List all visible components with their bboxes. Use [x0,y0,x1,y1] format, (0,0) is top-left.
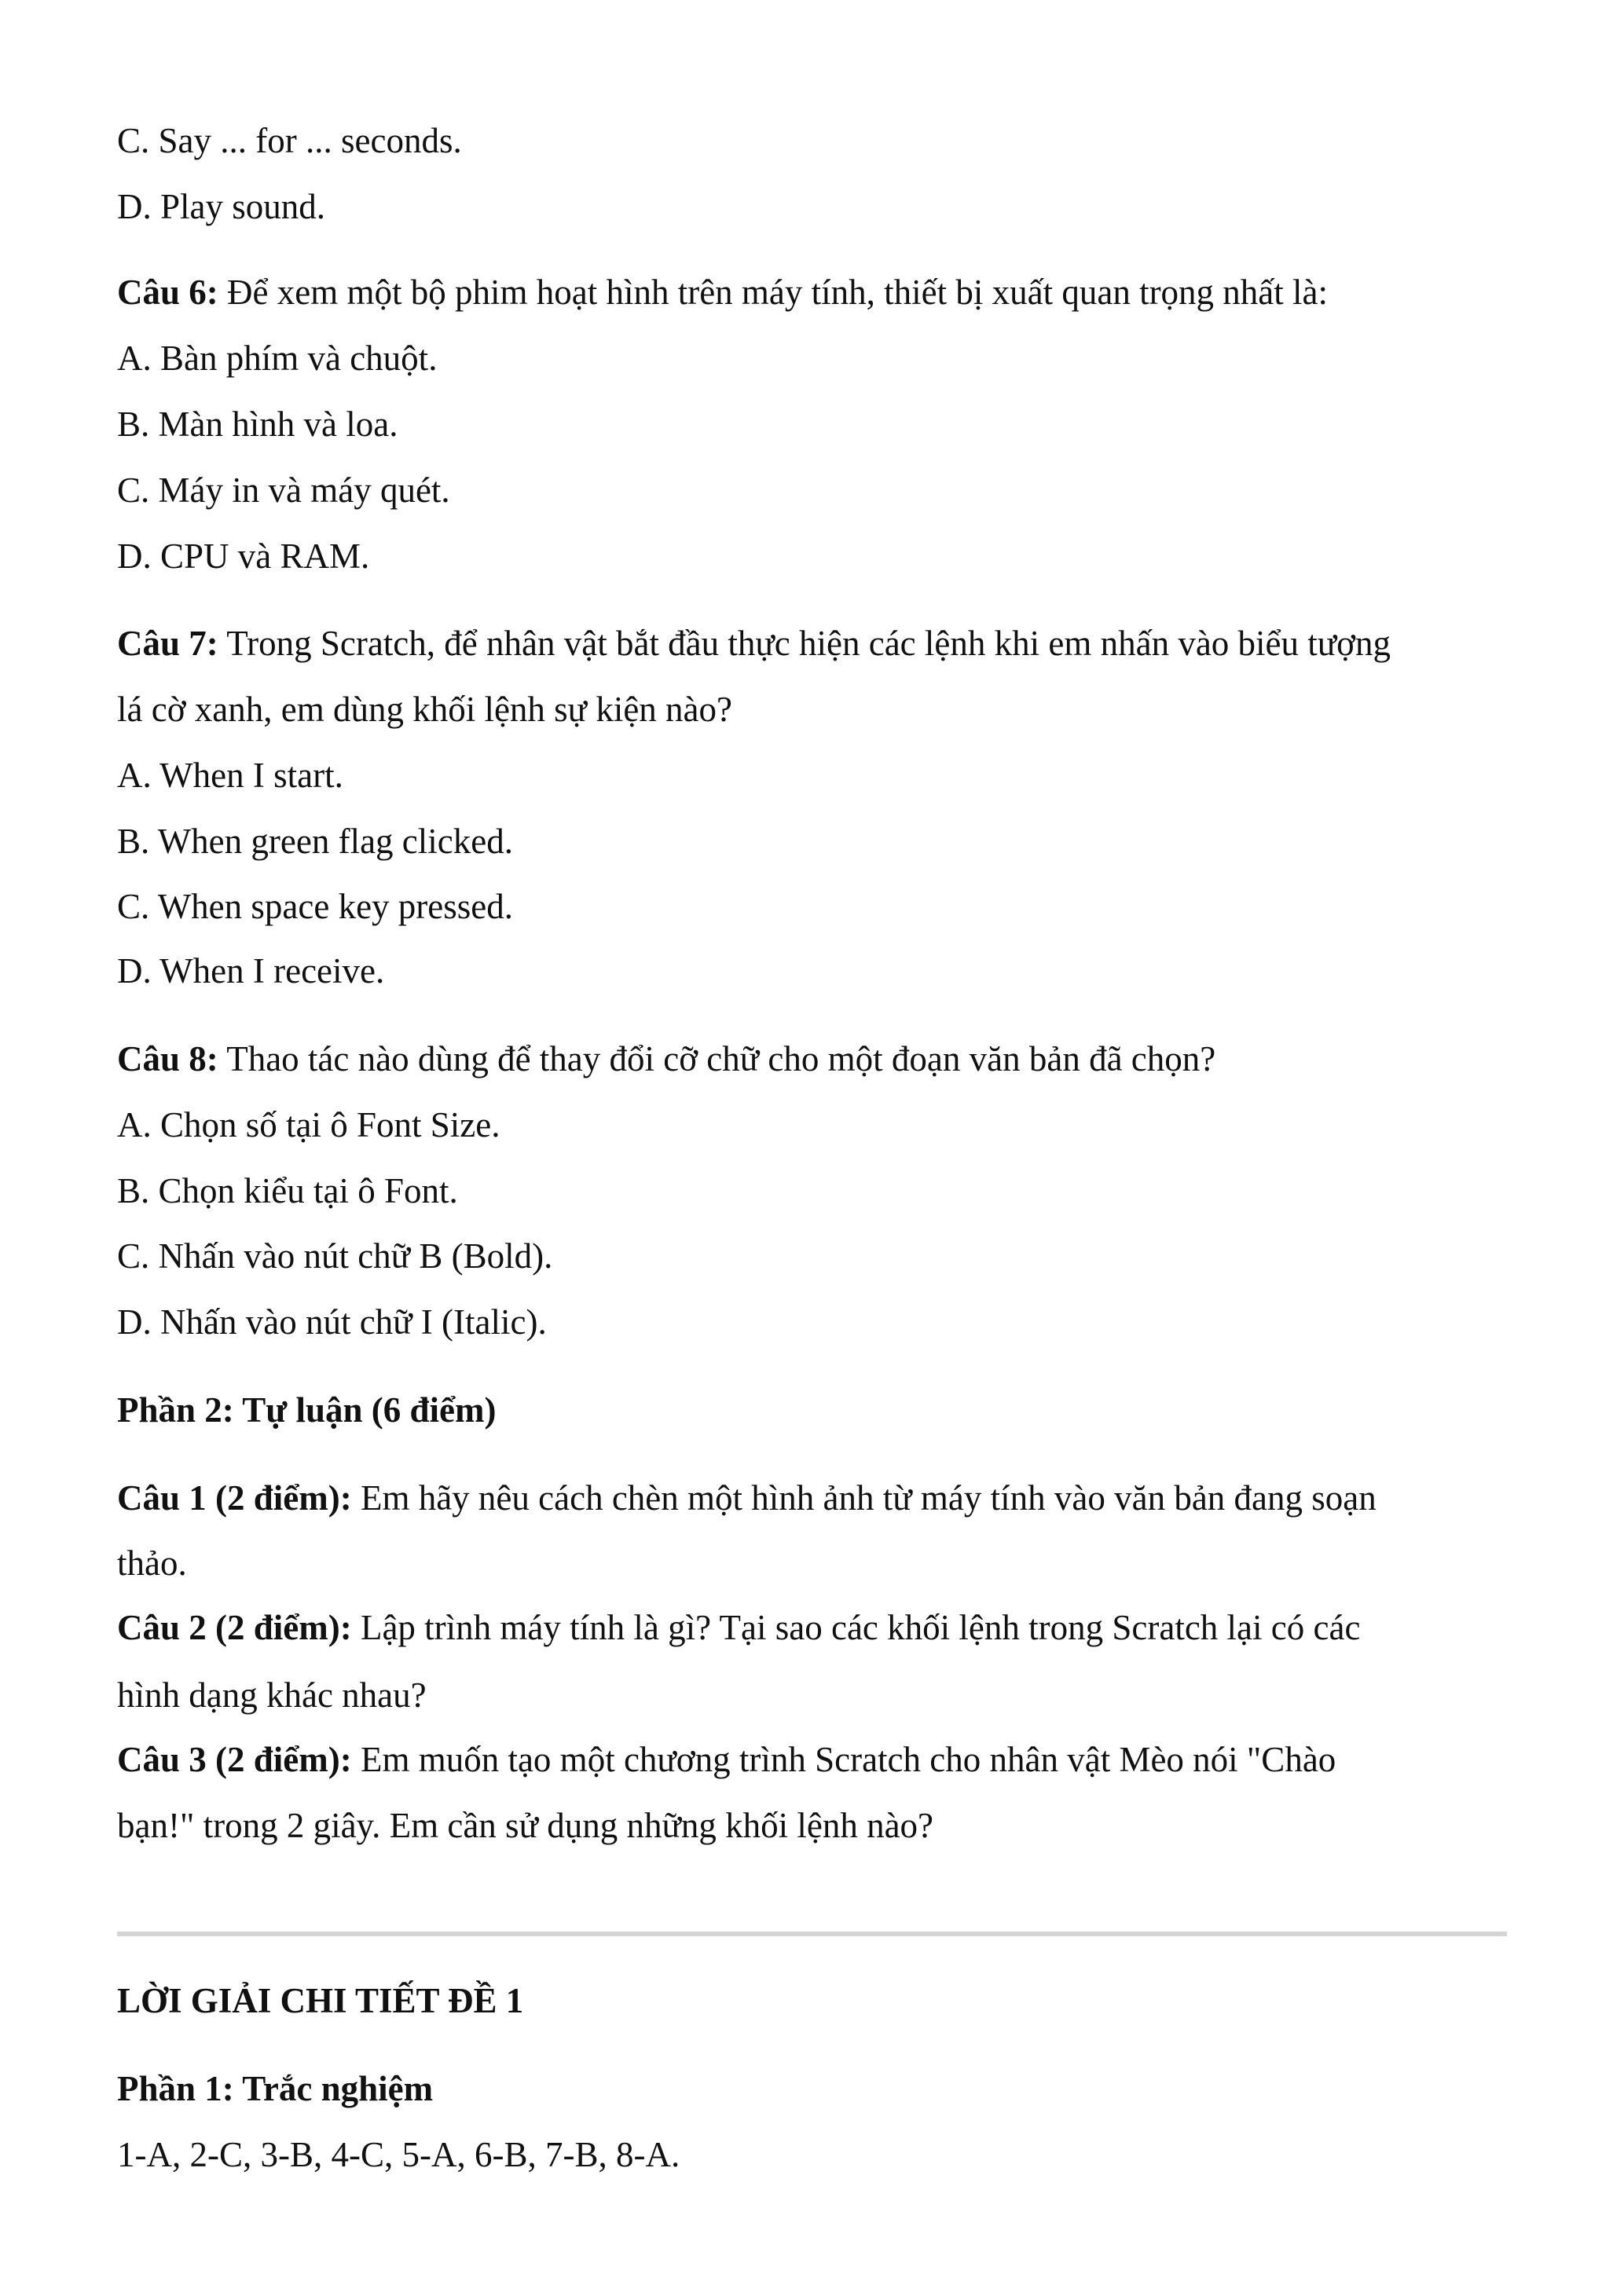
divider [117,1932,1507,1936]
question-label: Câu 8: [117,1039,218,1078]
q6-option-d: D. CPU và RAM. [117,536,370,576]
essay-3-cont: bạn!" trong 2 giây. Em cần sử dụng những khối lệnh nào? [117,1806,934,1845]
question-text: Trong Scratch, để nhân vật bắt đầu thực hiện các lệnh khi em nhấn vào biểu tượng [218,624,1391,663]
q6-option-b: B. Màn hình và loa. [117,405,398,444]
essay-3 [117,1727,1336,1792]
q6-option-a: A. Bàn phím và chuột. [117,339,438,378]
essay-1-cont: thảo. [117,1543,187,1583]
essay-label: Câu 3 (2 điểm): [117,1740,352,1779]
question-8 [117,1026,1215,1092]
q7-option-d: D. When I receive. [117,951,385,991]
q7-option-b: B. When green flag clicked. [117,822,513,861]
essay-2-cont: hình dạng khác nhau? [117,1675,427,1715]
essay-label: Câu 1 (2 điểm): [117,1478,352,1518]
answer-key: 1-A, 2-C, 3-B, 4-C, 5-A, 6-B, 7-B, 8-A. [117,2135,680,2174]
q8-option-b: B. Chọn kiểu tại ô Font. [117,1171,458,1210]
question-7-cont: lá cờ xanh, em dùng khối lệnh sự kiện nào? [117,690,732,729]
solution-part1-heading: Phần 1: Trắc nghiệm [117,2069,434,2108]
question-label: Câu 7: [117,624,218,663]
q5-option-c: C. Say ... for ... seconds. [117,121,462,160]
essay-label: Câu 2 (2 điểm): [117,1608,352,1647]
question-7 [117,610,1391,676]
essay-text: Em hãy nêu cách chèn một hình ảnh từ máy tính vào văn bản đang soạn [351,1478,1377,1518]
solution-heading: LỜI GIẢI CHI TIẾT ĐỀ 1 [117,1981,524,2020]
question-text: Thao tác nào dùng để thay đổi cỡ chữ cho một đoạn văn bản đã chọn? [218,1039,1216,1078]
q5-option-d: D. Play sound. [117,187,326,226]
essay-2 [117,1595,1360,1661]
part2-heading: Phần 2: Tự luận (6 điểm) [117,1390,497,1430]
q7-option-a: A. When I start. [117,756,343,795]
q7-option-c: C. When space key pressed. [117,887,514,926]
question-6 [117,259,1328,325]
question-label: Câu 6: [117,273,218,312]
essay-text: Em muốn tạo một chương trình Scratch cho nhân vật Mèo nói "Chào [351,1740,1336,1779]
essay-text: Lập trình máy tính là gì? Tại sao các khối lệnh trong Scratch lại có các [351,1608,1361,1647]
q8-option-d: D. Nhấn vào nút chữ I (Italic). [117,1302,547,1342]
question-text: Để xem một bộ phim hoạt hình trên máy tính, thiết bị xuất quan trọng nhất là: [218,273,1329,312]
essay-1 [117,1465,1377,1531]
q8-option-c: C. Nhấn vào nút chữ B (Bold). [117,1236,553,1276]
q6-option-c: C. Máy in và máy quét. [117,471,450,510]
q8-option-a: A. Chọn số tại ô Font Size. [117,1105,500,1144]
